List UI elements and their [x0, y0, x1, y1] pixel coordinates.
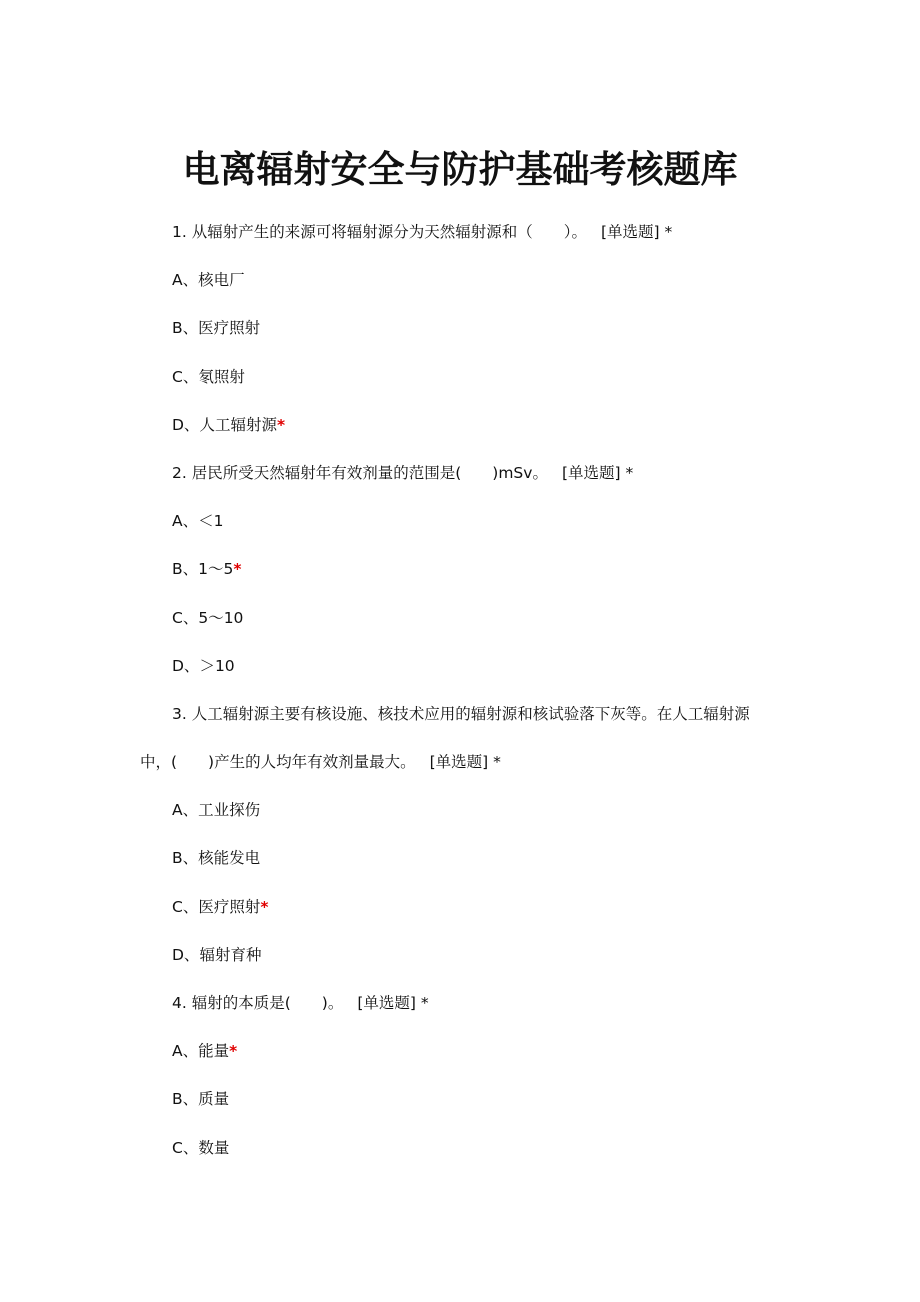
correct-answer-marker: * — [260, 897, 269, 916]
option-label: A、 — [172, 801, 199, 820]
option-label: B、 — [172, 849, 199, 868]
question-1 — [0, 208, 920, 256]
option-text: 1～5 — [198, 560, 234, 579]
question-text: 辐射的本质是( )。 — [191, 994, 344, 1012]
option-text: 能量 — [198, 1042, 230, 1061]
option-label: B、 — [172, 1090, 199, 1109]
option-text: 数量 — [198, 1138, 230, 1157]
option — [0, 304, 920, 352]
question-text: 居民所受天然辐射年有效剂量的范围是( )mSv。 — [191, 463, 548, 482]
question-text-continued: 中，( )产生的人均年有效剂量最大。 — [140, 753, 416, 772]
option-label: D、 — [172, 415, 200, 434]
option-text: 5～10 — [198, 608, 244, 627]
option-label: D、 — [172, 656, 200, 675]
question-4 — [0, 979, 920, 1027]
option-text: 质量 — [198, 1090, 230, 1109]
question-number: 2. — [172, 463, 187, 482]
question-number: 3. — [172, 704, 187, 723]
option-text: 核能发电 — [198, 849, 261, 868]
option — [0, 834, 920, 882]
option-text: 人工辐射源 — [199, 415, 277, 434]
question-type-tag: [单选题] — [561, 463, 621, 482]
question-number: 1. — [172, 223, 187, 241]
option — [0, 786, 920, 834]
question-number: 4. — [172, 994, 187, 1012]
option — [0, 642, 920, 690]
required-marker: * — [664, 223, 673, 241]
required-marker: * — [493, 753, 501, 772]
option-label: D、 — [172, 945, 200, 964]
option — [0, 931, 920, 979]
question-type-tag: [单选题] — [429, 753, 489, 772]
option-text: 医疗照射 — [198, 319, 261, 338]
option — [0, 401, 920, 449]
question-2 — [0, 449, 920, 497]
option-label: C、 — [172, 897, 199, 916]
option-label: C、 — [172, 1138, 199, 1157]
option — [0, 497, 920, 545]
option-label: A、 — [172, 1042, 199, 1061]
question-3 — [0, 690, 920, 738]
question-text: 从辐射产生的来源可将辐射源分为天然辐射源和（ ）。 — [191, 223, 587, 241]
option-text: 氡照射 — [198, 367, 245, 386]
option-label: B、 — [172, 560, 199, 579]
option-text: 辐射育种 — [199, 945, 262, 964]
option — [0, 353, 920, 401]
option — [0, 256, 920, 304]
question-list — [0, 208, 920, 1172]
option-label: C、 — [172, 367, 199, 386]
option — [0, 1124, 920, 1172]
question-type-tag: [单选题] — [601, 223, 660, 241]
correct-answer-marker: * — [276, 415, 286, 434]
option-text: ＞10 — [199, 656, 235, 675]
option — [0, 594, 920, 642]
required-marker: * — [420, 994, 429, 1012]
question-type-tag: [单选题] — [357, 994, 416, 1012]
question-3-continued — [0, 738, 920, 786]
option — [0, 883, 920, 931]
required-marker: * — [625, 463, 634, 482]
correct-answer-marker: * — [233, 560, 242, 579]
option-text: ＜1 — [198, 512, 224, 531]
document-title: 电离辐射安全与防护基础考核题库 — [182, 148, 738, 191]
option-label: B、 — [172, 319, 199, 338]
question-text: 人工辐射源主要有核设施、核技术应用的辐射源和核试验落下灰等。在人工辐射源 — [191, 704, 750, 723]
option — [0, 1027, 920, 1075]
option-label: C、 — [172, 608, 199, 627]
option — [0, 1075, 920, 1123]
option-label: A、 — [172, 512, 199, 531]
option — [0, 545, 920, 593]
option-text: 工业探伤 — [198, 801, 261, 820]
correct-answer-marker: * — [229, 1042, 238, 1061]
option-text: 医疗照射 — [198, 897, 261, 916]
option-text: 核电厂 — [198, 271, 245, 290]
option-label: A、 — [172, 271, 199, 290]
